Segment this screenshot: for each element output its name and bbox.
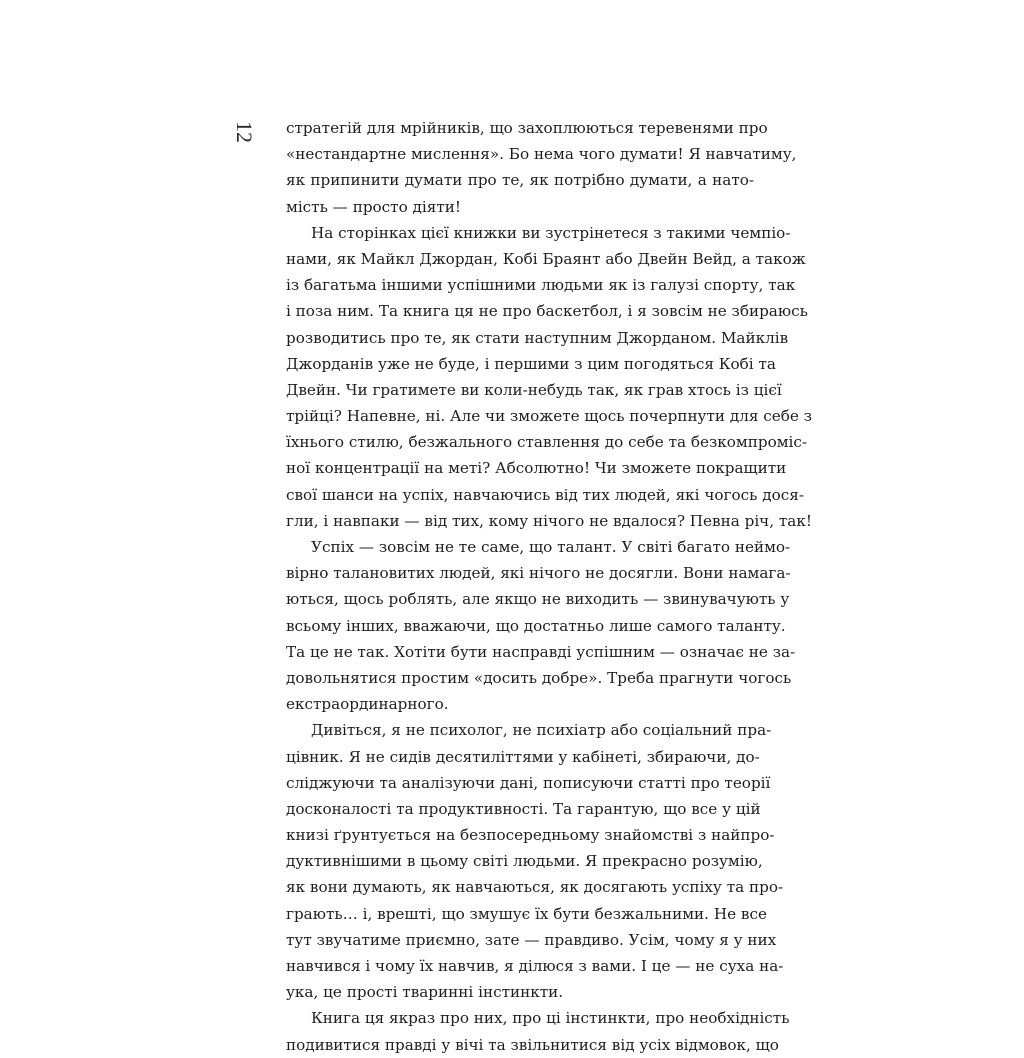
text-line: подивитися правді у вічі та звільнитися від усіх відмовок, що [286,1035,779,1054]
text-line: їхнього стилю, безжального ставлення до себе та безкомпроміс- [286,433,808,452]
text-line: Успіх — зовсім не те саме, що талант. У світі багато неймо- [311,538,791,556]
text-line: трійці? Напевне, ні. Але чи зможете щось почерпнути для себе з [286,407,812,426]
text-line: «нестандартне мислення». Бо нема чого думати! Я навчатиму, [286,145,797,164]
text-line: тут звучатиме приємно, зате — правдиво. Усім, чому я у них [286,930,777,949]
text-line: ються, щось роблять, але якщо не виходить — звинувачують у [286,590,790,609]
text-line: довольнятися простим «досить добре». Треба прагнути чогось [286,668,792,687]
text-line: сліджуючи та аналізуючи дані, пописуючи статті про теорії [286,773,771,792]
text-line: нами, як Майкл Джордан, Кобі Браянт або Двейн Вейд, а також [286,249,806,268]
text-line: ука, це прості тваринні інстинкти. [286,983,564,1002]
text-line: мість — просто діяти! [286,197,461,216]
text-line: Книга ця якраз про них, про ці інстинкти, про необхідність [311,1009,790,1028]
text-line: навчився і чому їх навчив, я ділюся з вами. І це — не суха на- [286,957,784,975]
text-line: як припинити думати про те, як потрібно думати, а нато- [286,171,754,190]
page-number: 12 [232,121,257,143]
text-line: досконалості та продуктивності. Та гарантую, що все у цій [286,799,761,818]
text-line: всьому інших, вважаючи, що достатньо лише самого таланту. [286,616,786,635]
text-line: Дивіться, я не психолог, не психіатр або соціальний пра- [311,721,772,740]
text-line: і поза ним. Та книга ця не про баскетбол, і я зовсім не збираюсь [286,302,808,321]
text-line: екстраординарного. [286,695,449,714]
paragraph [286,115,797,220]
paragraph [286,1005,790,1057]
text-line: На сторінках цієї книжки ви зустрінетеся з такими чемпіо- [311,223,791,242]
paragraph [286,534,796,717]
text-line: розводитись про те, як стати наступним Джорданом. Майклів [286,328,789,347]
text-line: дуктивнішими в цьому світі людьми. Я прекрасно розумію, [286,852,763,871]
text-line: книзі ґрунтується на безпосередньому знайомстві з найпро- [286,826,775,845]
text-line: стратегій для мрійників, що захоплюються теревенями про [286,119,768,137]
text-line: гли, і навпаки — від тих, кому нічого не вдалося? Певна річ, так! [286,511,812,530]
text-line: вірно талановитих людей, які нічого не досягли. Вони намага- [286,564,791,583]
text-line: як вони думають, як навчаються, як досягають успіху та про- [286,878,784,897]
text-line: грають… і, врешті, що змушує їх бути безжальними. Не все [286,904,767,923]
text-line: цівник. Я не сидів десятиліттями у кабінеті, збираючи, до- [286,747,760,766]
text-line: свої шанси на успіх, навчаючись від тих людей, які чогось дося- [286,485,804,504]
text-line: із багатьма іншими успішними людьми як із галузі спорту, так [286,276,796,295]
body-text [286,115,812,1058]
paragraph [286,717,784,1005]
text-line: Двейн. Чи гратимете ви коли-небудь так, як грав хтось із цієї [286,380,782,399]
text-line: Та це не так. Хотіти бути насправді успішним — означає не за- [286,642,796,661]
paragraph [286,220,812,534]
text-line: ної концентрації на меті? Абсолютно! Чи зможете покращити [286,459,787,478]
text-line: Джорданів уже не буде, і першими з цим погодяться Кобі та [286,354,776,373]
